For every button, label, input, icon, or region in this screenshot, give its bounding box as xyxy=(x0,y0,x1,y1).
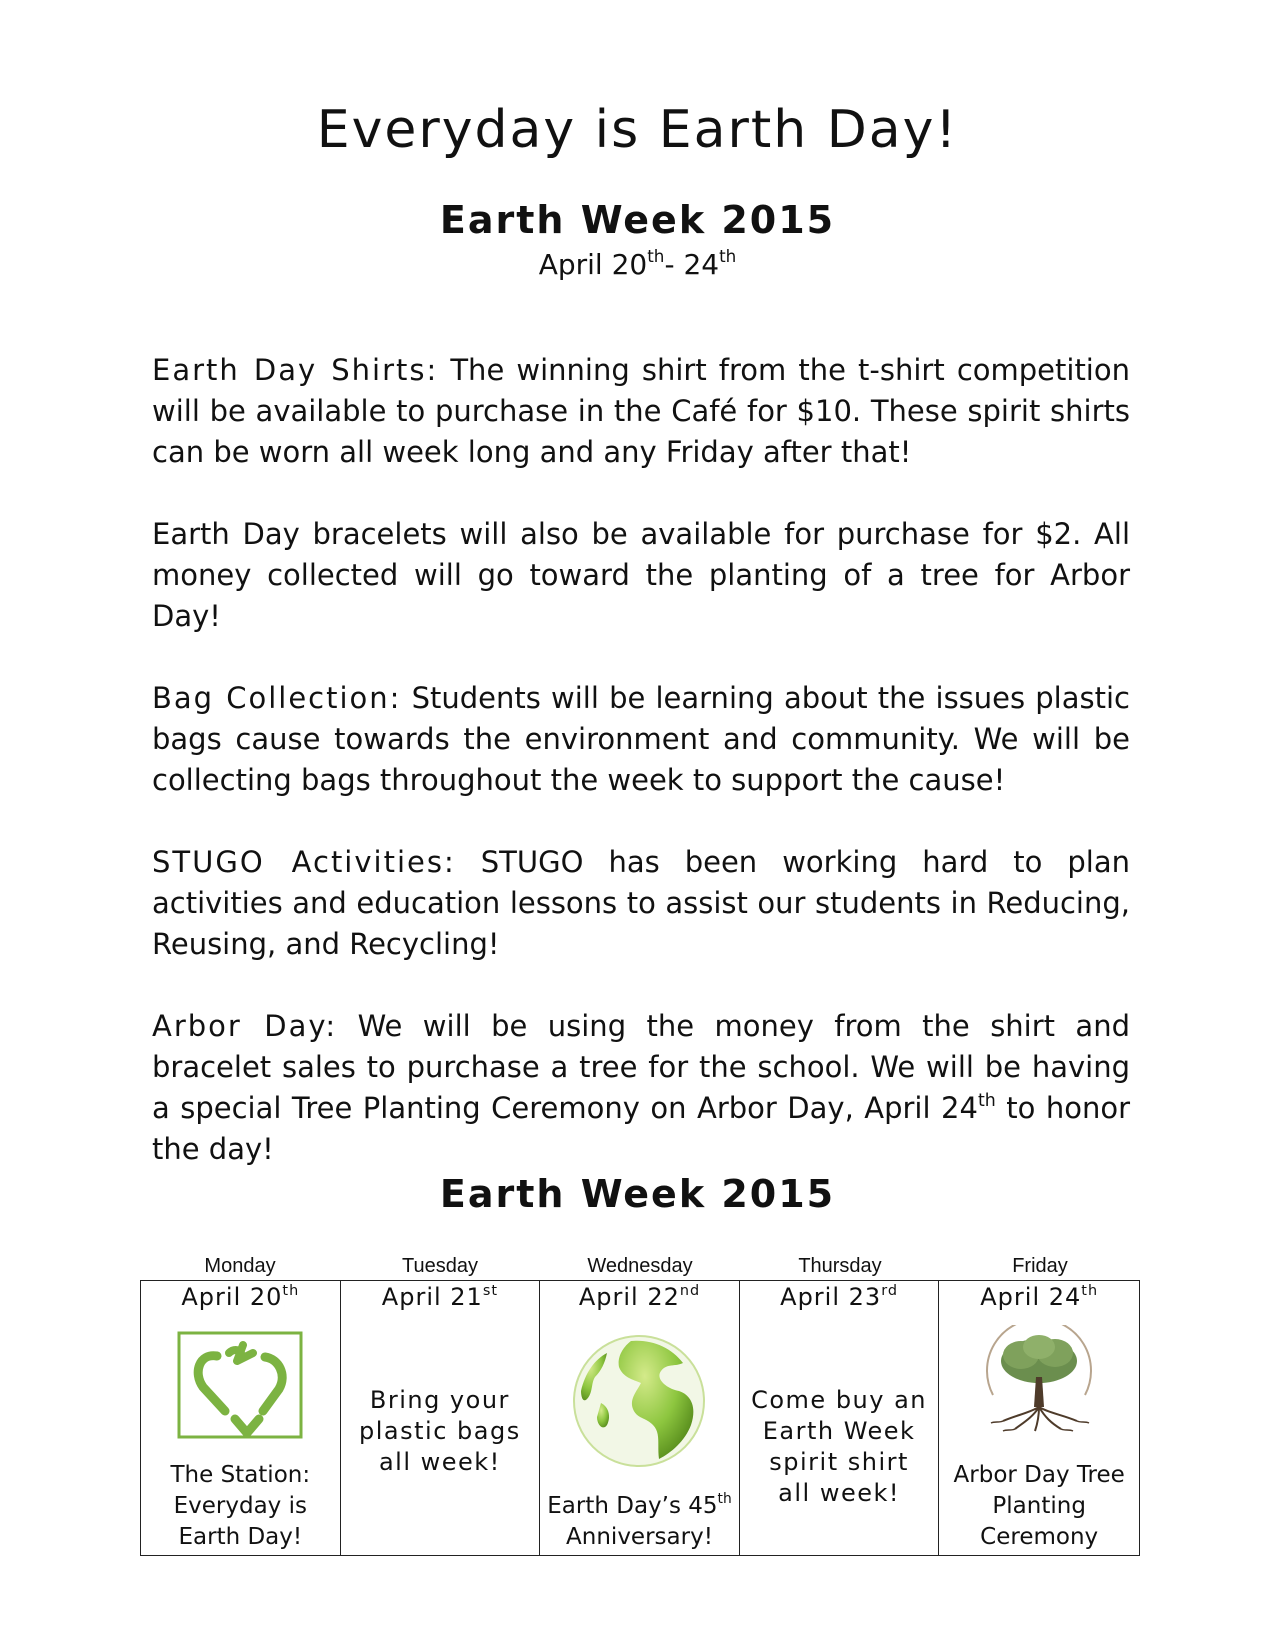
day-names-row xyxy=(140,1252,1140,1280)
calendar-cell-thursday xyxy=(740,1281,940,1555)
globe-icon xyxy=(571,1333,707,1469)
recycle-heart-icon xyxy=(177,1331,303,1439)
bags-heading: Bag Collection: xyxy=(152,681,402,715)
day-name-wednesday: Wednesday xyxy=(587,1255,693,1277)
caption-sup: th xyxy=(717,1490,732,1507)
page-subtitle: Earth Week 2015 xyxy=(439,198,836,242)
cell-caption xyxy=(546,1491,733,1553)
cell-text: Come buy an Earth Week spirit shirt all week! xyxy=(751,1386,928,1507)
date-text: April 23 xyxy=(780,1283,882,1311)
arbor-sup: th xyxy=(977,1090,996,1111)
cell-date xyxy=(939,1281,1139,1311)
arbor-heading: Arbor Day: xyxy=(152,1009,338,1043)
day-name-tuesday: Tuesday xyxy=(402,1255,478,1277)
shirts-heading: Earth Day Shirts: xyxy=(152,353,439,387)
cell-text: Bring your plastic bags all week! xyxy=(359,1386,521,1476)
bags-text: Students will be learning about the issues plastic bags cause towards the environment and community. We will be collecting bags throughout the week to support the cause! xyxy=(152,681,1130,797)
day-name-friday: Friday xyxy=(1012,1255,1068,1277)
dates-sep: - 24 xyxy=(664,248,720,281)
stugo-heading: STUGO Activities: xyxy=(152,845,456,879)
page-title: Everyday is Earth Day! xyxy=(316,100,959,160)
date-sup: th xyxy=(282,1282,300,1299)
bracelets-paragraph: Earth Day bracelets will also be available for purchase for $2. All money collected will go toward the planting of a tree for Arbor Day! xyxy=(152,517,1130,633)
image-slot xyxy=(939,1325,1139,1437)
cell-caption: The Station: Everyday is Earth Day! xyxy=(170,1462,311,1550)
tree-icon xyxy=(979,1325,1099,1437)
image-slot xyxy=(540,1333,739,1469)
date-text: April 22 xyxy=(578,1283,680,1311)
bags-paragraph xyxy=(152,678,1130,801)
day-name-monday: Monday xyxy=(204,1255,276,1277)
calendar-cell-monday xyxy=(141,1281,341,1555)
calendar-title: Earth Week 2015 xyxy=(439,1172,836,1216)
caption-text: Earth Day’s 45 xyxy=(547,1493,718,1519)
stugo-text: STUGO has been working hard to plan activities and education lessons to assist our students in Reducing, Reusing, and Recycling! xyxy=(152,845,1130,961)
date-sup: st xyxy=(482,1282,498,1299)
shirts-paragraph xyxy=(152,350,1130,473)
cell-date xyxy=(141,1281,340,1311)
dates-start-sup: th xyxy=(647,246,665,266)
day-name-thursday: Thursday xyxy=(798,1255,882,1277)
week-dates xyxy=(0,248,1275,281)
cell-date xyxy=(540,1281,739,1311)
stugo-paragraph xyxy=(152,842,1130,965)
shirts-text: The winning shirt from the t-shirt competition will be available to purchase in the Café for $10. These spirit shirts can be worn all week long and any Friday after that! xyxy=(152,353,1130,469)
date-text: April 20 xyxy=(181,1283,283,1311)
date-sup: th xyxy=(1081,1282,1099,1299)
date-sup: nd xyxy=(679,1282,701,1299)
cell-date xyxy=(341,1281,540,1311)
arbor-paragraph xyxy=(152,1006,1130,1170)
calendar-cell-wednesday xyxy=(540,1281,740,1555)
dates-end-sup: th xyxy=(719,246,737,266)
image-slot xyxy=(141,1331,340,1439)
caption-tail: Anniversary! xyxy=(566,1524,713,1550)
date-text: April 21 xyxy=(381,1283,483,1311)
date-sup: rd xyxy=(881,1282,898,1299)
arbor-text: We will be using the money from the shirt and bracelet sales to purchase a tree for the school. We will be having a special Tree Planting Ceremony on Arbor Day, April 24 xyxy=(152,1009,1130,1125)
calendar-cell-tuesday xyxy=(341,1281,541,1555)
dates-start: April 20 xyxy=(538,248,648,281)
cell-date xyxy=(740,1281,939,1311)
cell-caption: Arbor Day Tree Planting Ceremony xyxy=(953,1462,1125,1550)
calendar-cell-friday xyxy=(939,1281,1139,1555)
arbor-tail: to honor the day! xyxy=(152,1091,1131,1166)
body-text xyxy=(152,350,1130,1211)
date-text: April 24 xyxy=(980,1283,1082,1311)
calendar-grid xyxy=(140,1280,1140,1556)
week-calendar xyxy=(140,1252,1140,1556)
